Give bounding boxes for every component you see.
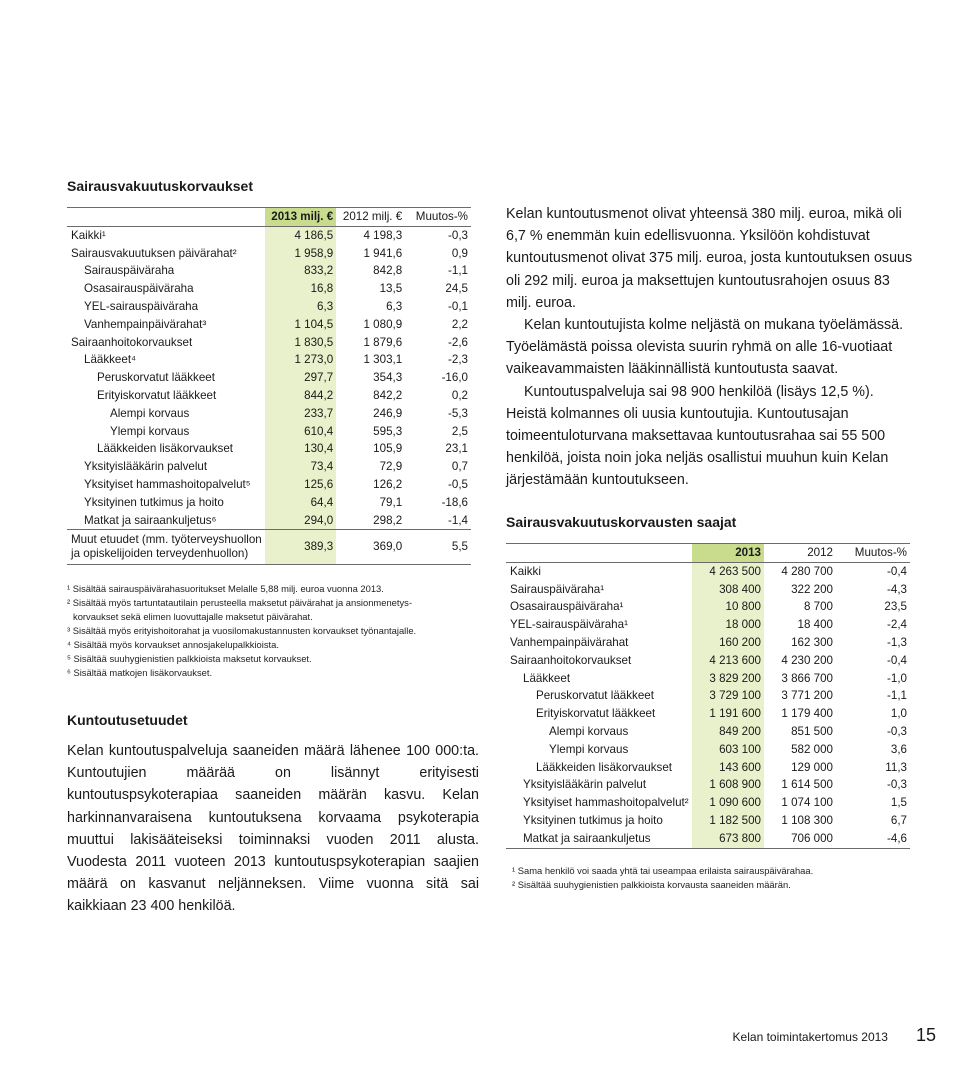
footnote: ² Sisältää suuhygienistien palkkioista korvausta saaneiden määrän. bbox=[512, 879, 791, 890]
row-label: Yksityislääkärin palvelut bbox=[84, 460, 208, 474]
page-number: 15 bbox=[915, 1025, 936, 1045]
table-row bbox=[67, 351, 471, 369]
row-label: Alempi korvaus bbox=[549, 724, 629, 738]
table-row bbox=[506, 581, 910, 599]
left-paragraph bbox=[67, 740, 479, 918]
row-label bbox=[67, 530, 265, 565]
row-label: Ylempi korvaus bbox=[549, 742, 629, 756]
footnote: ⁴ Sisältää myös korvaukset annosjakelupalkkioista. bbox=[67, 639, 279, 650]
value-change: -4,3 bbox=[887, 582, 907, 596]
value-change: -2,3 bbox=[448, 353, 468, 367]
table-row bbox=[67, 423, 471, 441]
value-change: 5,5 bbox=[405, 530, 471, 565]
right-paragraph-3: Kuntoutuspalveluja sai 98 900 henkilöä (lisäys 12,5 %). Heistä kolmannes oli uusia kuntoutujia. Kuntoutusajan toimeentuloturvana maksettavaa kuntoutusrahaa sai 55 500 henkilöä, joista noin joka neljäs osallistui muuhun kuin Kelan järjestämään kuntoutukseen. bbox=[506, 383, 889, 489]
footer-text: Kelan toimintakertomus 2013 bbox=[732, 1030, 888, 1044]
value-2013: 130,4 bbox=[265, 440, 336, 458]
table-row bbox=[67, 405, 471, 423]
value-2012: 1 080,9 bbox=[363, 317, 403, 331]
value-change: -0,4 bbox=[887, 653, 907, 667]
value-2012: 1 303,1 bbox=[363, 353, 403, 367]
col-header-2012: 2012 bbox=[764, 544, 836, 563]
table-row bbox=[506, 759, 910, 777]
right-footnotes bbox=[512, 864, 813, 892]
value-2013: 125,6 bbox=[265, 476, 336, 494]
value-2013: 18 000 bbox=[692, 616, 764, 634]
value-change: 23,1 bbox=[445, 442, 468, 456]
value-change: -0,4 bbox=[836, 562, 910, 580]
table-row bbox=[67, 334, 471, 352]
sickness-insurance-benefits-table bbox=[67, 207, 471, 565]
table-row bbox=[67, 226, 471, 244]
kuntoutusetuudet-paragraph: Kelan kuntoutuspalveluja saaneiden määrä lähenee 100 000:ta. Kuntoutujien määrää on lisännyt erityisesti kuntoutuspsykoterapiaa saaneiden määrän kasvu. Kelan harkinnanvaraisena kuntoutuksena korvaama psykoterapia muuttui lakisääteiseksi toiminnaksi vuoden 2011 alusta. Vuodesta 2011 vuoteen 2013 kuntoutuspsykoterapian saajien määrä on kasvanut neljänneksen. Viime vuonna sitä sai kaikkiaan 23 400 henkilöä. bbox=[67, 743, 479, 915]
value-change: -1,0 bbox=[887, 671, 907, 685]
value-change: 1,5 bbox=[890, 796, 907, 810]
row-label: Kaikki bbox=[506, 562, 692, 580]
value-2013: 1 191 600 bbox=[692, 705, 764, 723]
col-label-header bbox=[506, 544, 692, 563]
value-change: 24,5 bbox=[445, 282, 468, 296]
value-2012: 8 700 bbox=[803, 600, 833, 614]
value-change: 2,5 bbox=[451, 424, 468, 438]
row-label: Matkat ja sairaankuljetus bbox=[506, 830, 692, 848]
value-change: 6,7 bbox=[890, 813, 907, 827]
value-change: 3,6 bbox=[890, 742, 907, 756]
table-row bbox=[67, 494, 471, 512]
row-label: Lääkkeiden lisäkorvaukset bbox=[97, 442, 233, 456]
value-2012: 13,5 bbox=[379, 282, 403, 296]
value-change: -1,1 bbox=[448, 264, 468, 278]
value-2013: 1 608 900 bbox=[692, 776, 764, 794]
row-label: Ylempi korvaus bbox=[110, 424, 190, 438]
table-row bbox=[506, 687, 910, 705]
row-label: Sairaanhoitokorvaukset bbox=[510, 653, 632, 667]
value-2013: 16,8 bbox=[265, 280, 336, 298]
row-label: Sairausvakuutuksen päivärahat² bbox=[71, 246, 237, 260]
value-change: -2,4 bbox=[887, 618, 907, 632]
row-label: Peruskorvatut lääkkeet bbox=[536, 689, 654, 703]
value-2013: 308 400 bbox=[692, 581, 764, 599]
value-change: -0,3 bbox=[887, 778, 907, 792]
value-2013: 610,4 bbox=[265, 423, 336, 441]
value-2013: 6,3 bbox=[265, 298, 336, 316]
right-paragraph-1: Kelan kuntoutusmenot olivat yhteensä 380 milj. euroa, mikä oli 6,7 % enemmän kuin edellisvuonna. Yksilöön kohdistuvat kuntoutusmenot olivat 375 milj. euroa, josta kuntoutuksen osuus oli 292 milj. euroa ja maksettujen kuntoutusrahojen osuus 83 milj. euroa. bbox=[506, 206, 913, 311]
value-change: 0,7 bbox=[451, 460, 468, 474]
row-label: Vanhempainpäivärahat³ bbox=[84, 317, 207, 331]
right-table-title: Sairausvakuutuskorvausten saajat bbox=[506, 514, 737, 530]
value-2013: 64,4 bbox=[265, 494, 336, 512]
table-row bbox=[67, 316, 471, 334]
footnote: ³ Sisältää myös erityishoitorahat ja vuosilomakustannusten korvaukset työnantajalle. bbox=[67, 625, 417, 636]
value-2012: 595,3 bbox=[373, 424, 403, 438]
footnote: korvaukset sekä elimen luovuttajalle maksetut päivärahat. bbox=[73, 611, 313, 622]
value-change: -0,5 bbox=[448, 477, 468, 491]
right-paragraph-2: Kelan kuntoutujista kolme neljästä on mukana työelämässä. Työelämästä poissa olevista suurin ryhmä on alle 16-vuotiaat vaikeavammaisten lääkinnällistä kuntoutusta saavat. bbox=[506, 317, 904, 378]
table-row bbox=[506, 776, 910, 794]
value-2012: 1 879,6 bbox=[363, 335, 403, 349]
row-label: Matkat ja sairaankuljetus⁶ bbox=[84, 513, 217, 527]
row-label: YEL-sairauspäiväraha¹ bbox=[510, 618, 628, 632]
value-2013: 233,7 bbox=[265, 405, 336, 423]
value-2013: 4 186,5 bbox=[265, 226, 336, 244]
row-label: Peruskorvatut lääkkeet bbox=[97, 371, 215, 385]
value-change: -5,3 bbox=[448, 406, 468, 420]
value-change: -18,6 bbox=[441, 495, 468, 509]
table-row bbox=[506, 723, 910, 741]
footnote: ² Sisältää myös tartuntatautilain perusteella maksetut päivärahat ja ansionmenetys- bbox=[67, 597, 412, 608]
col-header-2013: 2013 milj. € bbox=[265, 208, 336, 227]
table-row bbox=[67, 245, 471, 263]
row-label: Sairauspäiväraha¹ bbox=[510, 582, 605, 596]
value-change: 2,2 bbox=[451, 317, 468, 331]
table-row bbox=[67, 280, 471, 298]
value-2012: 582 000 bbox=[791, 742, 833, 756]
table-row bbox=[67, 458, 471, 476]
left-table-title: Sairausvakuutuskorvaukset bbox=[67, 178, 253, 194]
value-2012: 129 000 bbox=[791, 760, 833, 774]
row-label: Erityiskorvatut lääkkeet bbox=[97, 388, 217, 402]
table-row bbox=[67, 512, 471, 530]
value-change: -0,3 bbox=[405, 226, 471, 244]
row-label-line-2: ja opiskelijoiden terveydenhuollon) bbox=[71, 547, 249, 561]
footnote: ⁶ Sisältää matkojen lisäkorvaukset. bbox=[67, 667, 213, 678]
value-2013: 1 830,5 bbox=[265, 334, 336, 352]
value-2012: 3 866 700 bbox=[781, 671, 833, 685]
left-footnotes bbox=[67, 582, 416, 680]
value-change: 0,9 bbox=[451, 246, 468, 260]
value-2013: 297,7 bbox=[265, 369, 336, 387]
row-label: Sairaanhoitokorvaukset bbox=[71, 335, 193, 349]
table-row bbox=[67, 262, 471, 280]
footnote: ⁵ Sisältää suuhygienistien palkkioista maksetut korvaukset. bbox=[67, 653, 312, 664]
value-2012: 851 500 bbox=[791, 724, 833, 738]
value-change: -4,6 bbox=[836, 830, 910, 848]
value-2012: 369,0 bbox=[336, 530, 405, 565]
value-change: 0,2 bbox=[451, 388, 468, 402]
row-label: Alempi korvaus bbox=[110, 406, 190, 420]
col-header-2012: 2012 milj. € bbox=[336, 208, 405, 227]
row-label: Sairauspäiväraha bbox=[84, 264, 175, 278]
table-row bbox=[67, 298, 471, 316]
value-2012: 706 000 bbox=[764, 830, 836, 848]
value-2013: 1 182 500 bbox=[692, 812, 764, 830]
value-2013: 673 800 bbox=[692, 830, 764, 848]
col-header-change: Muutos-% bbox=[405, 208, 471, 227]
table-row bbox=[506, 812, 910, 830]
table-row bbox=[506, 741, 910, 759]
value-2012: 126,2 bbox=[373, 477, 403, 491]
value-2012: 3 771 200 bbox=[781, 689, 833, 703]
right-paragraphs bbox=[506, 203, 918, 492]
value-2012: 72,9 bbox=[379, 460, 403, 474]
value-2012: 354,3 bbox=[373, 371, 403, 385]
value-2013: 294,0 bbox=[265, 512, 336, 530]
table-row bbox=[506, 794, 910, 812]
value-2013: 1 273,0 bbox=[265, 351, 336, 369]
value-change: 11,3 bbox=[885, 760, 907, 774]
row-label: Yksityinen tutkimus ja hoito bbox=[84, 495, 224, 509]
value-2013: 1 958,9 bbox=[265, 245, 336, 263]
value-2013: 143 600 bbox=[692, 759, 764, 777]
table-row bbox=[506, 616, 910, 634]
col-header-change: Muutos-% bbox=[836, 544, 910, 563]
table-row bbox=[506, 830, 910, 848]
page-footer bbox=[733, 1025, 936, 1046]
row-label: Yksityiset hammashoitopalvelut² bbox=[523, 796, 689, 810]
value-change: -0,3 bbox=[887, 724, 907, 738]
value-2013: 160 200 bbox=[692, 634, 764, 652]
value-2012: 1 941,6 bbox=[363, 246, 403, 260]
table-row bbox=[506, 598, 910, 616]
value-2012: 298,2 bbox=[373, 513, 403, 527]
value-2013: 4 263 500 bbox=[692, 562, 764, 580]
table-row bbox=[506, 652, 910, 670]
table-row bbox=[67, 387, 471, 405]
row-label: Yksityislääkärin palvelut bbox=[523, 778, 647, 792]
value-change: -2,6 bbox=[448, 335, 468, 349]
section-title-kuntoutusetuudet: Kuntoutusetuudet bbox=[67, 712, 188, 728]
footnote: ¹ Sisältää sairauspäivärahasuoritukset Melalle 5,88 milj. euroa vuonna 2013. bbox=[67, 583, 384, 594]
row-label: Osasairauspäiväraha bbox=[84, 282, 194, 296]
value-change: -1,3 bbox=[887, 635, 907, 649]
table-row bbox=[67, 530, 471, 565]
value-2012: 1 108 300 bbox=[781, 813, 833, 827]
row-label-line-1: Muut etuudet (mm. työterveyshuollon bbox=[71, 533, 262, 547]
col-header-2013: 2013 bbox=[692, 544, 764, 563]
value-2012: 18 400 bbox=[797, 618, 833, 632]
value-2012: 1 614 500 bbox=[781, 778, 833, 792]
row-label: Lääkkeet⁴ bbox=[84, 353, 137, 367]
table-row bbox=[506, 670, 910, 688]
value-2012: 6,3 bbox=[386, 299, 403, 313]
value-change: 1,0 bbox=[890, 707, 907, 721]
value-2012: 105,9 bbox=[373, 442, 403, 456]
row-label: Yksityiset hammashoitopalvelut⁵ bbox=[84, 477, 251, 491]
table-row bbox=[67, 476, 471, 494]
value-2013: 603 100 bbox=[692, 741, 764, 759]
row-label: Kaikki¹ bbox=[67, 226, 265, 244]
value-2012: 842,8 bbox=[373, 264, 403, 278]
value-2012: 79,1 bbox=[379, 495, 403, 509]
row-label: Osasairauspäiväraha¹ bbox=[510, 600, 624, 614]
value-2012: 4 198,3 bbox=[336, 226, 405, 244]
value-2012: 1 179 400 bbox=[781, 707, 833, 721]
footnote: ¹ Sama henkilö voi saada yhtä tai useampaa erilaista sairauspäivärahaa. bbox=[512, 865, 814, 876]
value-2012: 4 280 700 bbox=[764, 562, 836, 580]
row-label: Lääkkeet bbox=[523, 671, 571, 685]
value-2012: 842,2 bbox=[373, 388, 403, 402]
value-2013: 844,2 bbox=[265, 387, 336, 405]
value-2013: 4 213 600 bbox=[692, 652, 764, 670]
table-row bbox=[506, 634, 910, 652]
value-2013: 73,4 bbox=[265, 458, 336, 476]
benefit-recipients-table bbox=[506, 543, 910, 849]
row-label: YEL-sairauspäiväraha bbox=[84, 299, 199, 313]
table-row bbox=[67, 369, 471, 387]
row-label: Yksityinen tutkimus ja hoito bbox=[523, 813, 663, 827]
value-2013: 833,2 bbox=[265, 262, 336, 280]
row-label: Lääkkeiden lisäkorvaukset bbox=[536, 760, 672, 774]
value-change: 23,5 bbox=[884, 600, 907, 614]
value-change: -16,0 bbox=[441, 371, 468, 385]
table-row bbox=[506, 705, 910, 723]
value-2012: 1 074 100 bbox=[781, 796, 833, 810]
value-2012: 4 230 200 bbox=[781, 653, 833, 667]
value-2012: 162 300 bbox=[791, 635, 833, 649]
row-label: Vanhempainpäivärahat bbox=[510, 635, 629, 649]
value-2012: 246,9 bbox=[373, 406, 403, 420]
value-2012: 322 200 bbox=[791, 582, 833, 596]
value-change: -1,4 bbox=[448, 513, 468, 527]
value-2013: 3 829 200 bbox=[692, 670, 764, 688]
value-2013: 849 200 bbox=[692, 723, 764, 741]
col-label-header bbox=[67, 208, 265, 227]
value-2013: 389,3 bbox=[265, 530, 336, 565]
value-2013: 10 800 bbox=[692, 598, 764, 616]
value-change: -0,1 bbox=[448, 299, 468, 313]
table-row bbox=[67, 440, 471, 458]
value-2013: 1 090 600 bbox=[692, 794, 764, 812]
value-2013: 3 729 100 bbox=[692, 687, 764, 705]
value-change: -1,1 bbox=[887, 689, 907, 703]
row-label: Erityiskorvatut lääkkeet bbox=[536, 707, 656, 721]
table-row bbox=[506, 562, 910, 580]
value-2013: 1 104,5 bbox=[265, 316, 336, 334]
